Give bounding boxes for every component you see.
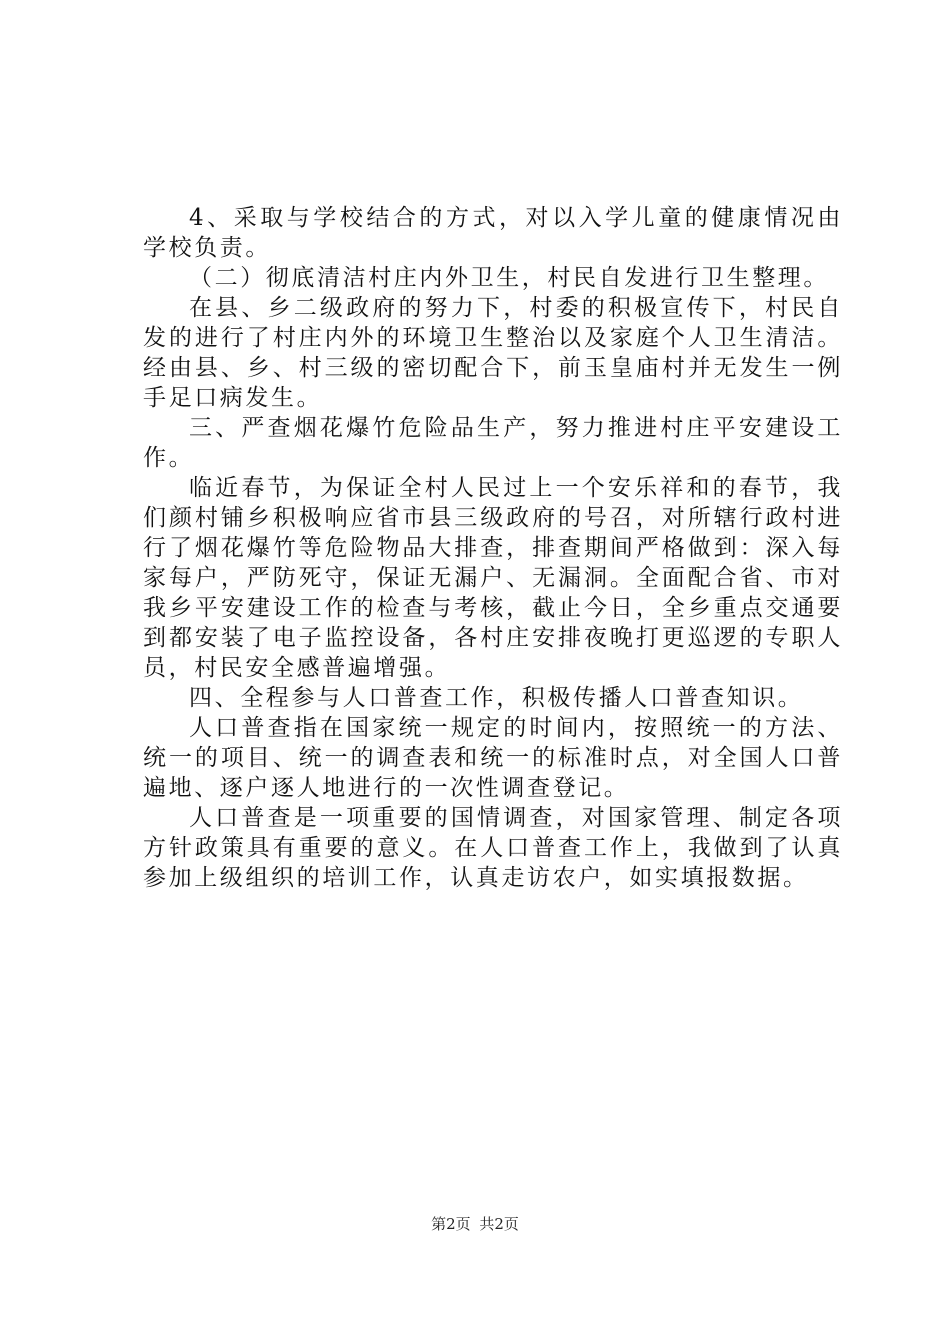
paragraph-heading-fireworks: 三、严查烟花爆竹危险品生产，努力推进村庄平安建设工作。 (143, 415, 843, 471)
paragraph-heading-census: 四、全程参与人口普查工作，积极传播人口普查知识。 (189, 685, 804, 711)
page-total: 共2页 (479, 1215, 519, 1233)
paragraph-sanitation-detail: 在县、乡二级政府的努力下，村委的积极宣传下，村民自发的进行了村庄内外的环境卫生整治以及家庭个人卫生清洁。经由县、乡、村三级的密切配合下，前玉皇庙村并无发生一例手足口病发生。 (143, 295, 843, 411)
paragraph-census-importance: 人口普查是一项重要的国情调查，对国家管理、制定各项方针政策具有重要的意义。在人口普查工作上，我做到了认真参加上级组织的培训工作，认真走访农户，如实填报数据。 (143, 805, 843, 891)
paragraph-census-definition: 人口普查指在国家统一规定的时间内，按照统一的方法、统一的项目、统一的调查表和统一的标准时点，对全国人口普遍地、逐户逐人地进行的一次性调查登记。 (143, 715, 843, 801)
page-number: 第2页 (431, 1215, 471, 1233)
paragraph-fireworks-detail: 临近春节，为保证全村人民过上一个安乐祥和的春节，我们颜村铺乡积极响应省市县三级政府的号召，对所辖行政村进行了烟花爆竹等危险物品大排查，排查期间严格做到：深入每家每户，严防死守，保证无漏户、无漏洞。全面配合省、市对我乡平安建设工作的检查与考核，截止今日，全乡重点交通要到都安装了电子监控设备，各村庄安排夜晚打更巡逻的专职人员，村民安全感普遍增强。 (143, 475, 843, 681)
document-body (143, 203, 843, 893)
page-footer (0, 1214, 950, 1234)
paragraph-section-two-sanitation: （二）彻底清洁村庄内外卫生，村民自发进行卫生整理。 (189, 265, 829, 291)
paragraph-item-4-health: 4、采取与学校结合的方式，对以入学儿童的健康情况由学校负责。 (143, 205, 843, 261)
